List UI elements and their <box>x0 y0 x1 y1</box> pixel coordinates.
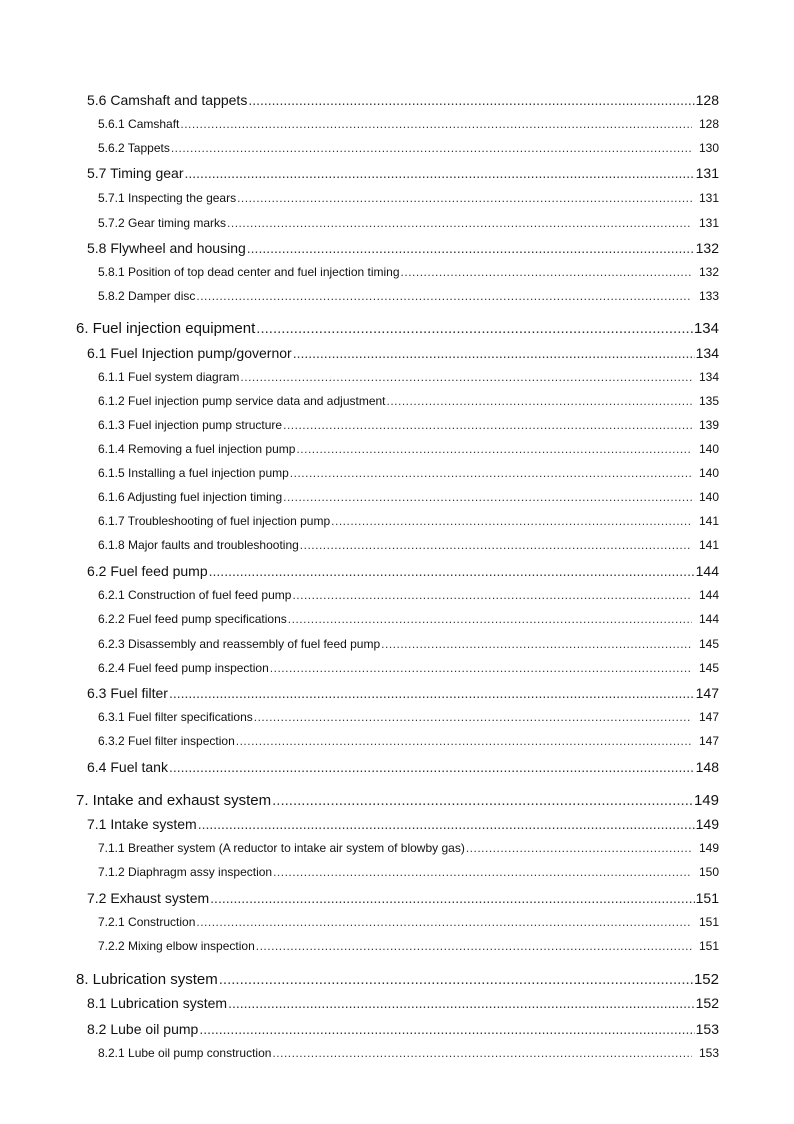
dot-leader <box>171 141 692 155</box>
toc-entry[interactable] <box>87 563 719 579</box>
toc-entry-title: 6.2.1 Construction of fuel feed pump <box>98 588 292 602</box>
toc-entry-page-number: 139 <box>698 418 719 432</box>
dot-leader <box>300 538 692 552</box>
dot-leader <box>466 841 692 855</box>
toc-entry-title: 8.1 Lubrication system <box>87 995 228 1011</box>
toc-entry-title: 5.6 Camshaft and tappets <box>87 92 248 108</box>
toc-entry[interactable] <box>76 971 719 988</box>
toc-entry[interactable] <box>98 370 719 384</box>
toc-entry-title: 8.2 Lube oil pump <box>87 1021 199 1037</box>
toc-entry-page-number: 132 <box>698 265 719 279</box>
toc-entry[interactable] <box>98 191 719 205</box>
toc-entry[interactable] <box>98 734 719 748</box>
dot-leader <box>210 890 694 906</box>
toc-entry[interactable] <box>98 710 719 724</box>
toc-entry[interactable] <box>87 92 719 108</box>
toc-entry-title: 5.8.1 Position of top dead center and fuel injection timing <box>98 265 400 279</box>
toc-entry[interactable] <box>87 685 719 701</box>
dot-leader <box>293 345 695 361</box>
toc-entry-page-number: 150 <box>698 865 719 879</box>
toc-entry-title: 6.2.4 Fuel feed pump inspection <box>98 661 269 675</box>
toc-entry-page-number: 151 <box>695 890 719 906</box>
toc-entry[interactable] <box>98 141 719 155</box>
toc-entry-page-number: 134 <box>695 345 719 361</box>
toc-entry-title: 7.2 Exhaust system <box>87 890 210 906</box>
toc-entry[interactable] <box>98 915 719 929</box>
toc-entry-page-number: 149 <box>698 841 719 855</box>
dot-leader <box>199 1021 694 1037</box>
dot-leader <box>196 915 692 929</box>
toc-entry-page-number: 140 <box>698 490 719 504</box>
toc-entry-page-number: 131 <box>698 191 719 205</box>
dot-leader <box>196 289 692 303</box>
dot-leader <box>254 710 692 724</box>
toc-entry-page-number: 152 <box>693 971 719 988</box>
toc-entry-page-number: 153 <box>695 1021 719 1037</box>
toc-entry-title: 7. Intake and exhaust system <box>76 792 272 809</box>
toc-entry[interactable] <box>76 320 719 337</box>
toc-entry-title: 7.1.1 Breather system (A reductor to intake air system of blowby gas) <box>98 841 465 855</box>
toc-entry[interactable] <box>98 490 719 504</box>
toc-entry-title: 6.2.3 Disassembly and reassembly of fuel feed pump <box>98 637 381 651</box>
toc-entry-page-number: 132 <box>695 240 719 256</box>
dot-leader <box>228 995 695 1011</box>
toc-entry-title: 5.8.2 Damper disc <box>98 289 196 303</box>
dot-leader <box>209 563 695 579</box>
toc-entry-title: 6.4 Fuel tank <box>87 759 168 775</box>
toc-entry-title: 8. Lubrication system <box>76 971 218 988</box>
dot-leader <box>292 588 692 602</box>
dot-leader <box>272 1046 692 1060</box>
toc-entry-title: 7.1 Intake system <box>87 816 197 832</box>
toc-entry-page-number: 147 <box>695 685 719 701</box>
dot-leader <box>247 240 695 256</box>
dot-leader <box>198 816 695 832</box>
toc-entry-title: 5.8 Flywheel and housing <box>87 240 246 256</box>
dot-leader <box>236 734 692 748</box>
dot-leader <box>169 759 695 775</box>
toc-entry[interactable] <box>98 265 719 279</box>
dot-leader <box>237 191 692 205</box>
toc-entry-page-number: 141 <box>698 514 719 528</box>
dot-leader <box>401 265 692 279</box>
toc-entry-title: 6.1 Fuel Injection pump/governor <box>87 345 292 361</box>
dot-leader <box>185 165 695 181</box>
toc-entry-title: 6.1.7 Troubleshooting of fuel injection pump <box>98 514 331 528</box>
toc-entry-page-number: 134 <box>698 370 719 384</box>
toc-entry[interactable] <box>98 117 719 131</box>
toc-entry[interactable] <box>98 1046 719 1060</box>
toc-entry[interactable] <box>98 865 719 879</box>
dot-leader <box>381 637 692 651</box>
toc-entry[interactable] <box>87 345 719 361</box>
toc-entry-page-number: 149 <box>693 792 719 809</box>
toc-entry-page-number: 131 <box>695 165 719 181</box>
toc-entry-title: 5.7.2 Gear timing marks <box>98 216 227 230</box>
dot-leader <box>387 394 692 408</box>
toc-entry-title: 6.1.6 Adjusting fuel injection timing <box>98 490 283 504</box>
toc-entry[interactable] <box>98 637 719 651</box>
toc-entry-page-number: 133 <box>698 289 719 303</box>
toc-entry-page-number: 130 <box>698 141 719 155</box>
toc-entry-page-number: 141 <box>698 538 719 552</box>
dot-leader <box>331 514 692 528</box>
toc-entry-title: 6.2 Fuel feed pump <box>87 563 208 579</box>
toc-entry-page-number: 144 <box>695 563 719 579</box>
toc-entry-title: 6.3.1 Fuel filter specifications <box>98 710 253 724</box>
toc-entry-title: 7.1.2 Diaphragm assy inspection <box>98 865 273 879</box>
toc-entry[interactable] <box>98 612 719 626</box>
toc-entry[interactable] <box>87 890 719 906</box>
toc-entry-page-number: 147 <box>698 710 719 724</box>
toc-entry[interactable] <box>98 418 719 432</box>
toc-entry-title: 6.1.1 Fuel system diagram <box>98 370 240 384</box>
toc-entry-title: 5.6.1 Camshaft <box>98 117 180 131</box>
toc-entry-title: 5.7.1 Inspecting the gears <box>98 191 237 205</box>
toc-entry-title: 8.2.1 Lube oil pump construction <box>98 1046 272 1060</box>
toc-entry[interactable] <box>87 1021 719 1037</box>
dot-leader <box>288 612 692 626</box>
toc-entry[interactable] <box>76 792 719 809</box>
dot-leader <box>273 865 692 879</box>
dot-leader <box>296 442 692 456</box>
dot-leader <box>283 490 692 504</box>
dot-leader <box>256 320 693 337</box>
toc-entry-page-number: 151 <box>698 915 719 929</box>
toc-entry[interactable] <box>87 240 719 256</box>
toc-entry-page-number: 140 <box>698 466 719 480</box>
toc-entry[interactable] <box>87 165 719 181</box>
toc-entry[interactable] <box>98 216 719 230</box>
toc-entry[interactable] <box>98 841 719 855</box>
toc-entry-page-number: 128 <box>695 92 719 108</box>
toc-entry-title: 6.1.2 Fuel injection pump service data and adjustment <box>98 394 386 408</box>
toc-entry-page-number: 144 <box>698 588 719 602</box>
dot-leader <box>256 939 692 953</box>
toc-entry-page-number: 151 <box>698 939 719 953</box>
toc-entry-page-number: 145 <box>698 637 719 651</box>
toc-entry[interactable] <box>98 289 719 303</box>
toc-entry[interactable] <box>87 995 719 1011</box>
toc-entry-page-number: 147 <box>698 734 719 748</box>
toc-entry[interactable] <box>87 759 719 775</box>
toc-entry-page-number: 145 <box>698 661 719 675</box>
toc-entry-title: 5.7 Timing gear <box>87 165 184 181</box>
dot-leader <box>169 685 695 701</box>
dot-leader <box>283 418 692 432</box>
toc-entry-title: 6.1.3 Fuel injection pump structure <box>98 418 283 432</box>
toc-entry-page-number: 149 <box>695 816 719 832</box>
toc-entry[interactable] <box>98 661 719 675</box>
dot-leader <box>272 792 693 809</box>
dot-leader <box>248 92 694 108</box>
toc-entry-title: 6.1.5 Installing a fuel injection pump <box>98 466 289 480</box>
toc-entry-page-number: 144 <box>698 612 719 626</box>
toc-entry[interactable] <box>98 939 719 953</box>
toc-entry-title: 7.2.1 Construction <box>98 915 196 929</box>
dot-leader <box>227 216 692 230</box>
toc-entry-title: 6.3.2 Fuel filter inspection <box>98 734 235 748</box>
toc-entry-page-number: 140 <box>698 442 719 456</box>
toc-entry-page-number: 148 <box>695 759 719 775</box>
toc-entry[interactable] <box>98 514 719 528</box>
dot-leader <box>240 370 692 384</box>
toc-entry-title: 6.3 Fuel filter <box>87 685 168 701</box>
dot-leader <box>180 117 692 131</box>
toc-entry[interactable] <box>98 588 719 602</box>
toc-entry-title: 7.2.2 Mixing elbow inspection <box>98 939 255 953</box>
toc-entry-title: 6.2.2 Fuel feed pump specifications <box>98 612 287 626</box>
toc-entry-page-number: 131 <box>698 216 719 230</box>
dot-leader <box>219 971 693 988</box>
toc-entry-title: 6. Fuel injection equipment <box>76 320 256 337</box>
toc-entry-title: 6.1.4 Removing a fuel injection pump <box>98 442 296 456</box>
toc-entry-title: 6.1.8 Major faults and troubleshooting <box>98 538 299 552</box>
toc-entry[interactable] <box>98 538 719 552</box>
toc-entry[interactable] <box>98 466 719 480</box>
toc-entry[interactable] <box>98 442 719 456</box>
toc-entry-page-number: 134 <box>693 320 719 337</box>
toc-entry[interactable] <box>87 816 719 832</box>
toc-entry-page-number: 135 <box>698 394 719 408</box>
toc-entry-page-number: 152 <box>695 995 719 1011</box>
toc-entry[interactable] <box>98 394 719 408</box>
toc-entry-title: 5.6.2 Tappets <box>98 141 170 155</box>
toc-entry-page-number: 153 <box>698 1046 719 1060</box>
toc-entry-page-number: 128 <box>698 117 719 131</box>
dot-leader <box>290 466 692 480</box>
dot-leader <box>270 661 692 675</box>
